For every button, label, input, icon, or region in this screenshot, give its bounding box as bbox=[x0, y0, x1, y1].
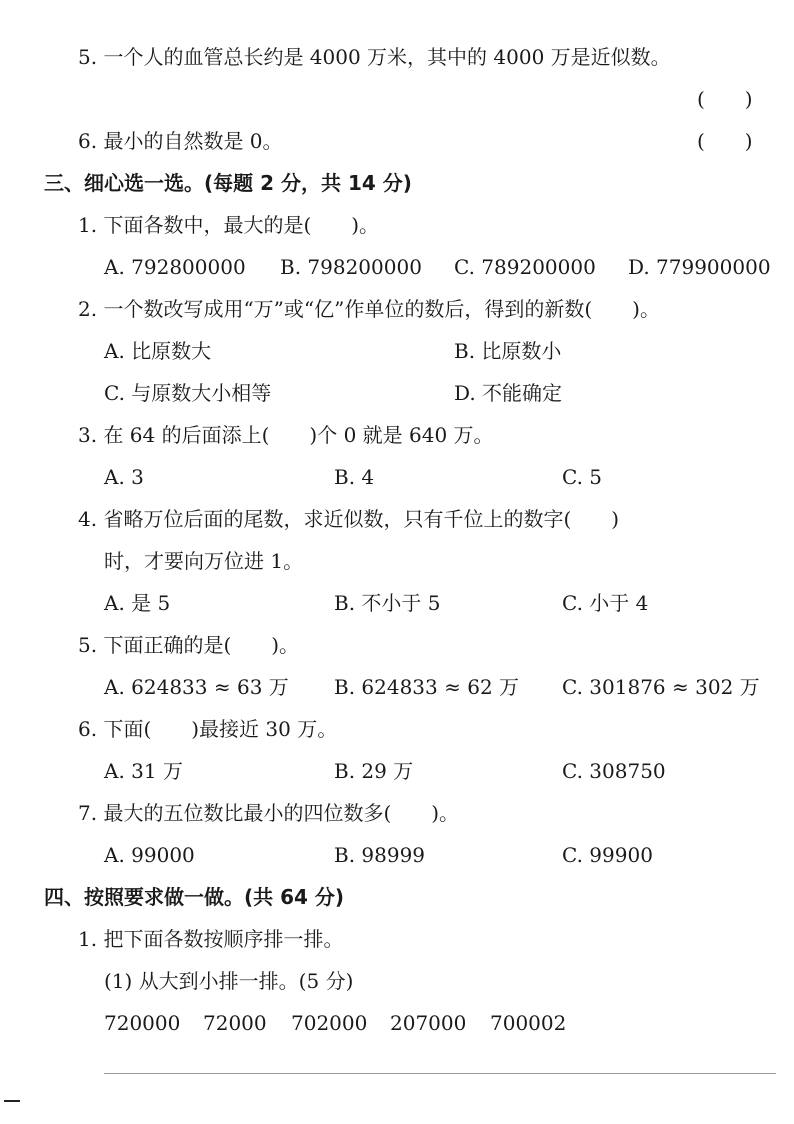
mc-options-6 bbox=[0, 758, 794, 784]
option-a[interactable]: A. 31 万 bbox=[104, 759, 183, 783]
mc-question-1: 1. 下面各数中，最大的是( )。 bbox=[78, 213, 380, 237]
task-question-1: 1. 把下面各数按顺序排一排。 bbox=[78, 927, 344, 951]
option-a[interactable]: A. 624833 ≈ 63 万 bbox=[104, 675, 289, 699]
mc-question-7: 7. 最大的五位数比最小的四位数多( )。 bbox=[78, 801, 460, 825]
option-b[interactable]: B. 624833 ≈ 62 万 bbox=[334, 675, 520, 699]
section-3-title: 三、细心选一选。(每题 2 分，共 14 分) bbox=[44, 171, 412, 195]
option-b[interactable]: B. 29 万 bbox=[334, 759, 414, 783]
option-c[interactable]: C. 301876 ≈ 302 万 bbox=[562, 675, 760, 699]
option-c[interactable]: C. 308750 bbox=[562, 759, 666, 783]
answer-paren-6[interactable]: ( ) bbox=[697, 129, 753, 153]
option-c[interactable]: C. 与原数大小相等 bbox=[104, 381, 272, 405]
option-b[interactable]: B. 798200000 bbox=[280, 255, 422, 279]
mc-options-4 bbox=[0, 590, 794, 616]
option-b[interactable]: B. 98999 bbox=[334, 843, 426, 867]
mc-question-4-cont: 时，才要向万位进 1。 bbox=[104, 549, 304, 573]
option-a[interactable]: A. 792800000 bbox=[104, 255, 246, 279]
answer-line[interactable] bbox=[104, 1073, 776, 1074]
mc-options-3 bbox=[0, 464, 794, 490]
mc-options-7 bbox=[0, 842, 794, 868]
mc-question-6: 6. 下面( )最接近 30 万。 bbox=[78, 717, 338, 741]
option-d[interactable]: D. 不能确定 bbox=[454, 381, 563, 405]
option-c[interactable]: C. 小于 4 bbox=[562, 591, 649, 615]
judge-question-5: 5. 一个人的血管总长约是 4000 万米，其中的 4000 万是近似数。 bbox=[78, 45, 671, 69]
mc-question-3: 3. 在 64 的后面添上( )个 0 就是 640 万。 bbox=[78, 423, 494, 447]
number-item: 700002 bbox=[490, 1011, 567, 1035]
mc-options-5 bbox=[0, 674, 794, 700]
option-c[interactable]: C. 99900 bbox=[562, 843, 653, 867]
number-item: 207000 bbox=[390, 1011, 467, 1035]
mc-question-2: 2. 一个数改写成用“万”或“亿”作单位的数后，得到的新数( )。 bbox=[78, 297, 660, 321]
mc-options-2b bbox=[0, 380, 794, 406]
number-item: 720000 bbox=[104, 1011, 181, 1035]
number-item: 702000 bbox=[291, 1011, 368, 1035]
number-list bbox=[0, 1010, 794, 1036]
option-a[interactable]: A. 是 5 bbox=[104, 591, 171, 615]
mc-question-4: 4. 省略万位后面的尾数，求近似数，只有千位上的数字( ) bbox=[78, 507, 620, 531]
option-a[interactable]: A. 3 bbox=[104, 465, 144, 489]
option-d[interactable]: D. 779900000 bbox=[628, 255, 771, 279]
option-a[interactable]: A. 比原数大 bbox=[104, 339, 212, 363]
option-b[interactable]: B. 4 bbox=[334, 465, 375, 489]
judge-question-6: 6. 最小的自然数是 0。 bbox=[78, 129, 283, 153]
option-b[interactable]: B. 不小于 5 bbox=[334, 591, 441, 615]
mc-options-2a bbox=[0, 338, 794, 364]
option-a[interactable]: A. 99000 bbox=[104, 843, 195, 867]
option-c[interactable]: C. 5 bbox=[562, 465, 603, 489]
answer-paren-5[interactable]: ( ) bbox=[697, 87, 753, 111]
number-item: 72000 bbox=[203, 1011, 267, 1035]
option-c[interactable]: C. 789200000 bbox=[454, 255, 596, 279]
task-subquestion-1: (1) 从大到小排一排。(5 分) bbox=[104, 969, 354, 993]
mc-options-1 bbox=[0, 254, 794, 280]
page-edge-mark bbox=[4, 1100, 20, 1102]
mc-question-5: 5. 下面正确的是( )。 bbox=[78, 633, 300, 657]
option-b[interactable]: B. 比原数小 bbox=[454, 339, 562, 363]
section-4-title: 四、按照要求做一做。(共 64 分) bbox=[44, 885, 345, 909]
